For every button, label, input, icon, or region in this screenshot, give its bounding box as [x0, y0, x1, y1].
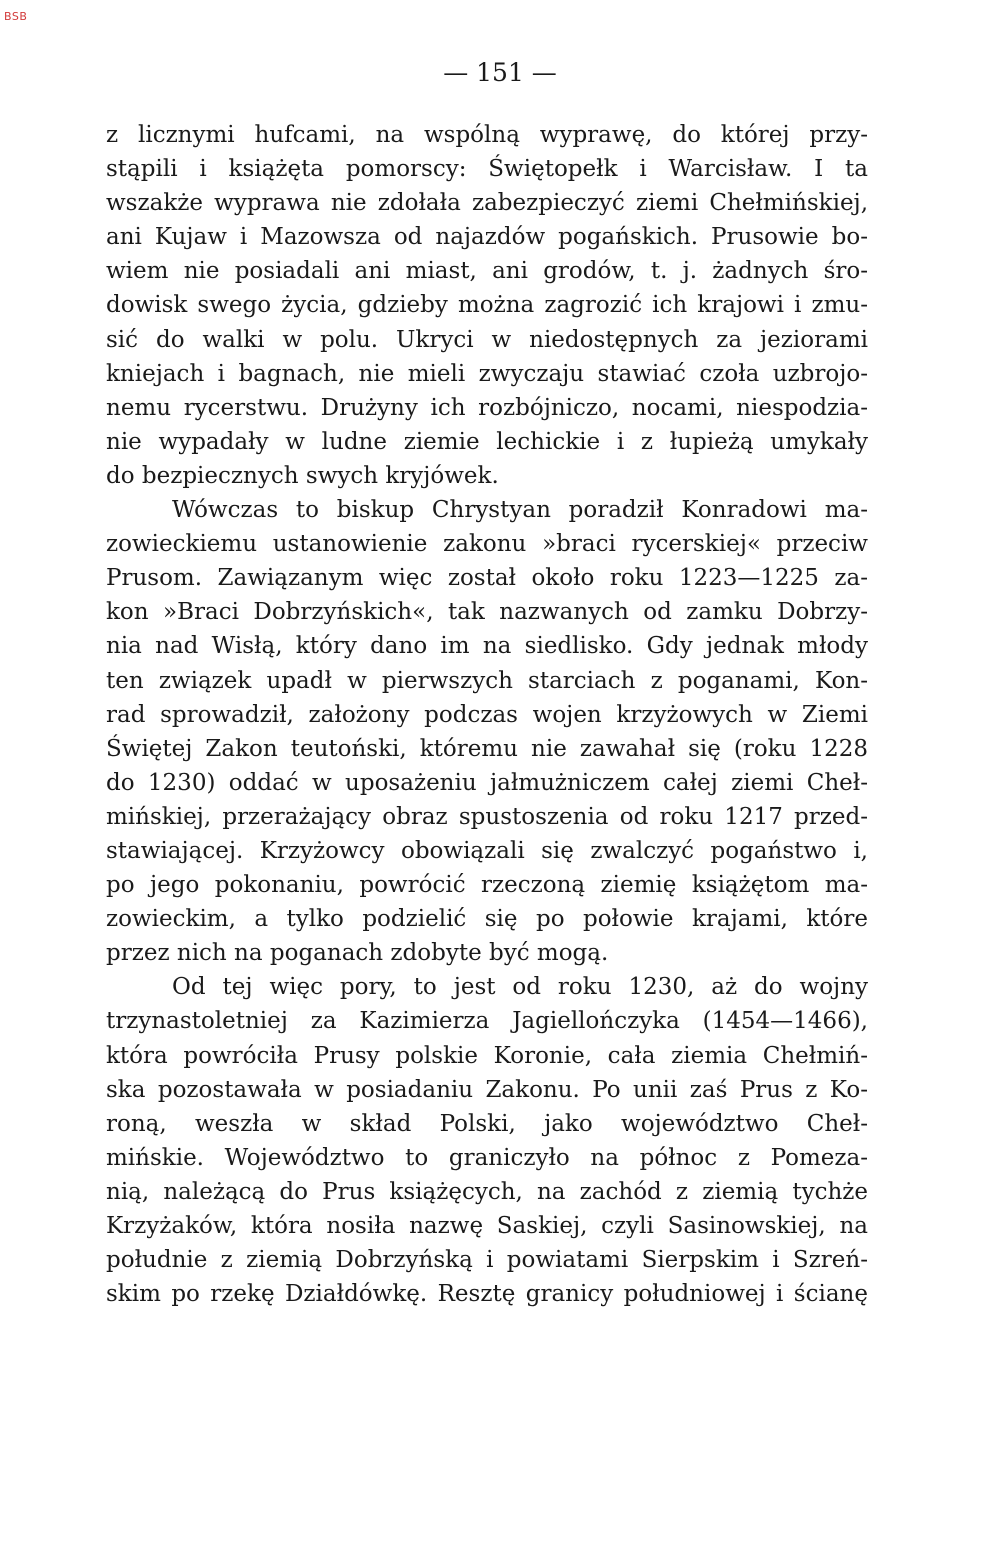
- text-line: stawiającej. Krzyżowcy obowiązali się zwalczyć pogaństwo i,: [106, 837, 868, 864]
- text-line: skim po rzekę Działdówkę. Resztę granicy południowej i ścianę: [106, 1281, 868, 1308]
- text-line: wszakże wyprawa nie zdołała zabezpieczyć ziemi Chełmińskiej,: [106, 190, 868, 217]
- text-line: nia nad Wisłą, który dano im na siedlisko. Gdy jednak młody: [106, 633, 868, 660]
- text-line: stąpili i książęta pomorscy: Świętopełk i Warcisław. I ta: [106, 156, 868, 183]
- text-line: ska pozostawała w posiadaniu Zakonu. Po unii zaś Prus z Ko-: [106, 1076, 868, 1103]
- paragraph-start-line: Wówczas to biskup Chrystyan poradził Konradowi ma-: [172, 497, 868, 524]
- text-line: Świętej Zakon teutoński, któremu nie zawahał się (roku 1228: [106, 735, 868, 762]
- text-line: do 1230) oddać w uposażeniu jałmużniczem całej ziemi Cheł-: [106, 769, 868, 796]
- text-line: południe z ziemią Dobrzyńską i powiatami Sierpskim i Szreń-: [106, 1247, 868, 1274]
- text-line: mińskie. Województwo to graniczyło na północ z Pomeza-: [106, 1144, 868, 1171]
- text-line: zowieckim, a tylko podzielić się po połowie krajami, które: [106, 906, 868, 933]
- text-line: zowieckiemu ustanowienie zakonu »braci rycerskiej« przeciw: [106, 531, 868, 558]
- text-line: z licznymi hufcami, na wspólną wyprawę, do której przy-: [106, 122, 868, 148]
- text-line: ten związek upadł w pierwszych starciach z poganami, Kon-: [106, 667, 868, 694]
- text-line: Prusom. Zawiązanym więc został około roku 1223—1225 za-: [106, 565, 868, 592]
- text-line: ani Kujaw i Mazowsza od najazdów pogańskich. Prusowie bo-: [106, 224, 868, 251]
- text-line: po jego pokonaniu, powrócić rzeczoną ziemię książętom ma-: [106, 872, 868, 899]
- text-line: wiem nie posiadali ani miast, ani grodów, t. j. żadnych śro-: [106, 258, 868, 285]
- text-line: kniejach i bagnach, nie mieli zwyczaju stawiać czoła uzbrojo-: [106, 360, 868, 387]
- paragraph-start-line: Od tej więc pory, to jest od roku 1230, aż do wojny: [172, 974, 868, 1001]
- text-line: która powróciła Prusy polskie Koronie, cała ziemia Chełmiń-: [106, 1042, 868, 1069]
- text-line: trzynastoletniej za Kazimierza Jagiellończyka (1454—1466),: [106, 1008, 868, 1035]
- paragraph-end-line: do bezpiecznych swych kryjówek.: [106, 462, 499, 489]
- text-line: Krzyżaków, która nosiła nazwę Saskiej, czyli Sasinowskiej, na: [106, 1213, 868, 1239]
- text-line: roną, weszła w skład Polski, jako województwo Cheł-: [106, 1110, 868, 1137]
- library-watermark: BSB: [4, 10, 28, 23]
- text-line: sić do walki w polu. Ukryci w niedostępnych za jeziorami: [106, 326, 868, 353]
- text-line: mińskiej, przerażający obraz spustoszenia od roku 1217 przed-: [106, 803, 868, 830]
- text-line: nią, należącą do Prus książęcych, na zachód z ziemią tychże: [106, 1178, 868, 1205]
- text-line: nemu rycerstwu. Drużyny ich rozbójniczo, nocami, niespodzia-: [106, 394, 868, 421]
- text-line: dowisk swego życia, gdzieby można zagrozić ich krajowi i zmu-: [106, 292, 868, 319]
- body-text: [106, 118, 868, 1311]
- text-line: kon »Braci Dobrzyńskich«, tak nazwanych od zamku Dobrzy-: [106, 599, 868, 626]
- text-line: rad sprowadził, założony podczas wojen krzyżowych w Ziemi: [106, 701, 868, 728]
- page-number: — 151 —: [443, 58, 557, 87]
- text-line: nie wypadały w ludne ziemie lechickie i z łupieżą umykały: [106, 428, 868, 455]
- paragraph-end-line: przez nich na poganach zdobyte być mogą.: [106, 940, 609, 967]
